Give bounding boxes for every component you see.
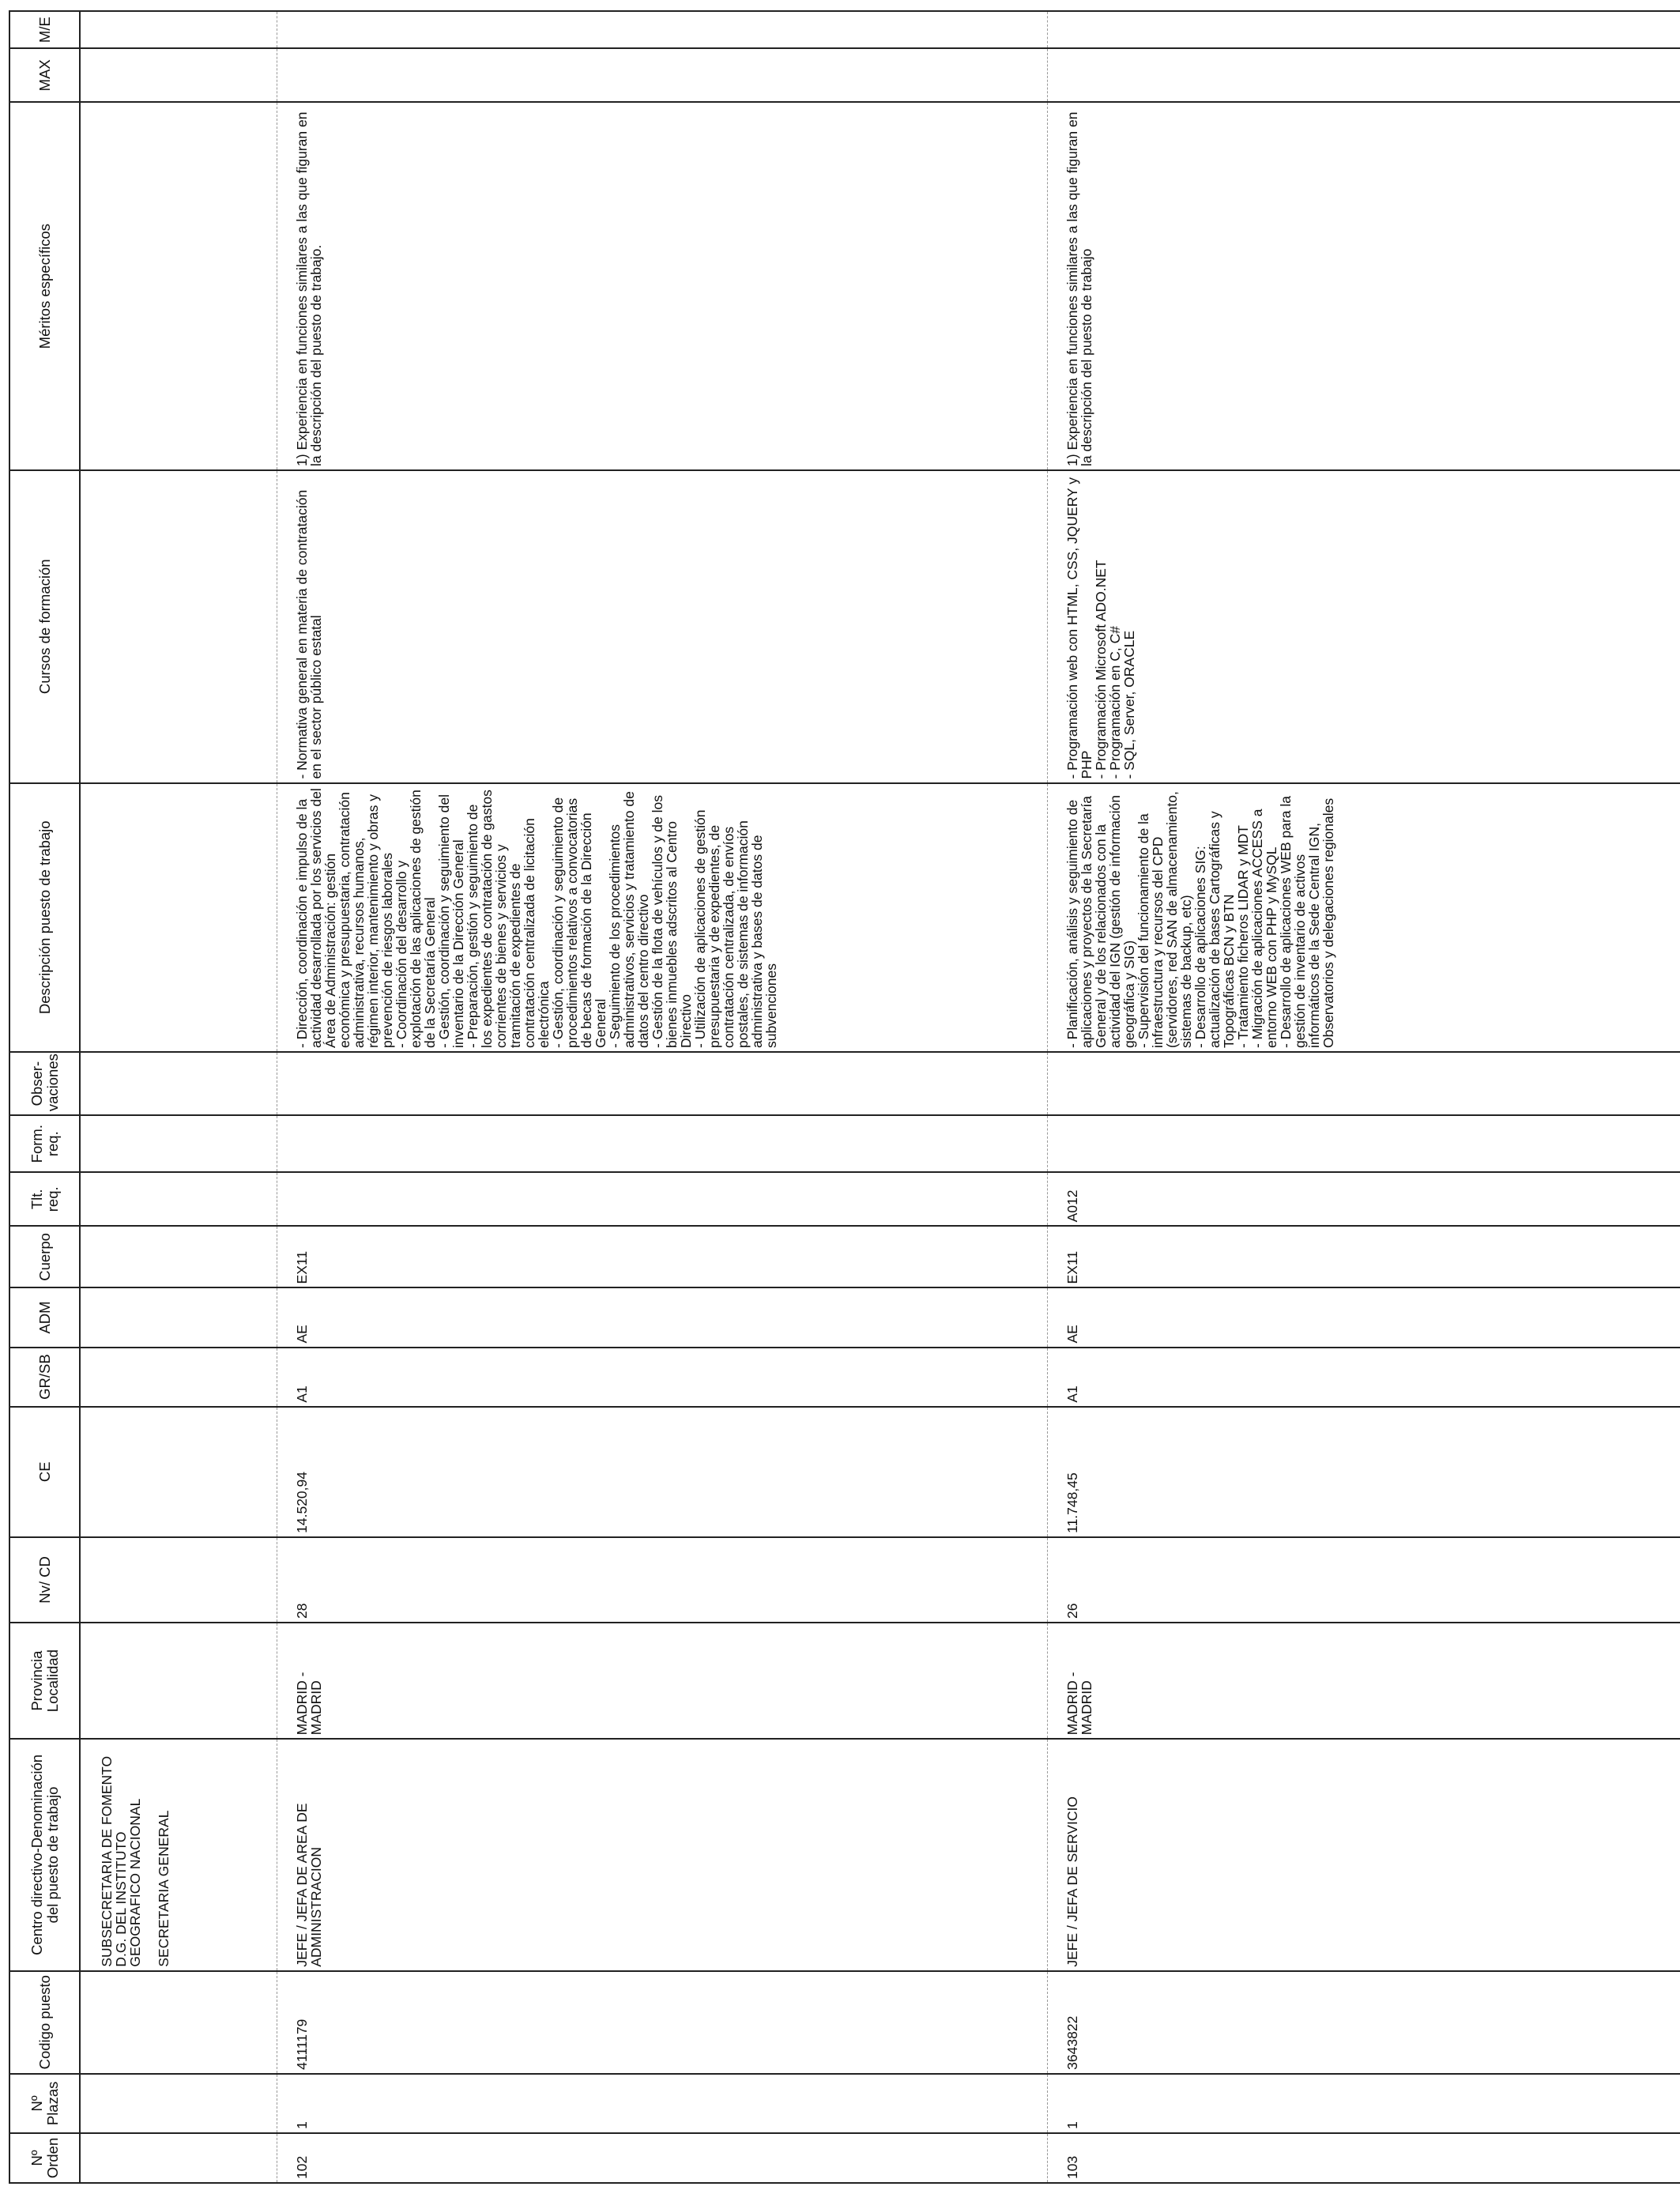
descripcion-cell: - Dirección, coordinación e impulso de la actividad desarrollada por los servicios del Área de Administración: gestión económica y presupuestaria, contratación administrativa, recursos humanos, régimen interior, mantenimiento y obras y prevención de riesgos laborales - Coordinación del desarrollo y explotación de las aplicaciones de gestión de la Secretaría General - Gestión, coordinación y seguimiento del inventario de la Dirección General - Preparación, gestión y seguimiento de los expedientes de contratación de gastos corrientes de bienes y servicios y tramitación de expedientes de contratación centralizada de licitación electrónica - Gestión, coordinación y seguimiento de procedimientos relativos a convocatorias de becas de formación de la Dirección General - Seguimiento de los procedimientos administrativos, servicios y tratamiento de datos del centro directivo - Gestión de la flota de vehículos y de los bienes inmuebles adscritos al Centro Directivo - Utilización de aplicaciones de gestión presupuestaria y de expedientes, de contratación centralizada, de envíos postales, de sistemas de información administrativa y bases de datos de subvenciones: [277, 783, 1048, 1052]
unit-direccion: D.G. DEL INSTITUTO GEOGRAFICO NACIONAL: [113, 1798, 143, 1967]
max-cell: [277, 48, 1048, 102]
cursos-cell: - Programación web con HTML, CSS, JQUERY y PHP - Programación Microsoft ADO.NET - Programación en C, C# - SQL, Server, ORACLE: [1048, 470, 1680, 783]
meritos-cell: 1) Experiencia en funciones similares a las que figuran en la descripción del puesto de trabajo: [1048, 102, 1680, 470]
unit-cell: [80, 1739, 277, 1970]
unit-row: [80, 11, 277, 2183]
header-row: [9, 11, 80, 2183]
unit-secretaria: SECRETARIA GENERAL: [156, 1810, 171, 1967]
header-meritos: Méritos específicos: [9, 102, 80, 470]
header-orden: Nº Orden: [9, 2133, 80, 2183]
max-cell: [1048, 48, 1680, 102]
job-positions-table: [9, 10, 1680, 2184]
header-cuerpo: Cuerpo: [9, 1226, 80, 1287]
header-cursos: Cursos de formación: [9, 470, 80, 783]
nivel-cell: 26: [1048, 1537, 1680, 1623]
orden-cell: 102: [277, 2133, 1048, 2183]
unit-subsecretaria: SUBSECRETARIA DE FOMENTO: [99, 1755, 115, 1967]
header-nivel: Nv/ CD: [9, 1537, 80, 1623]
header-observaciones: Obser-vaciones: [9, 1052, 80, 1115]
ce-cell: 14.520,94: [277, 1407, 1048, 1537]
cuerpo-cell: EX11: [1048, 1226, 1680, 1287]
codigo-cell: 4111179: [277, 1971, 1048, 2074]
plazas-cell: 1: [277, 2074, 1048, 2133]
header-codigo: Codigo puesto: [9, 1971, 80, 2074]
denominacion-cell: JEFE / JEFA DE AREA DE ADMINISTRACION: [277, 1739, 1048, 1970]
header-centro: Centro directivo-Denominación del puesto de trabajo: [9, 1739, 80, 1970]
cuerpo-cell: EX11: [277, 1226, 1048, 1287]
nivel-cell: 28: [277, 1537, 1048, 1623]
header-max: MAX: [9, 48, 80, 102]
titulacion-cell: [277, 1172, 1048, 1226]
orden-cell: 103: [1048, 2133, 1680, 2183]
adm-cell: AE: [277, 1287, 1048, 1347]
header-ce: CE: [9, 1407, 80, 1537]
header-provincia: Provincia Localidad: [9, 1623, 80, 1739]
header-me: M/E: [9, 11, 80, 48]
observaciones-cell: [277, 1052, 1048, 1115]
header-plazas: Nº Plazas: [9, 2074, 80, 2133]
header-formacion: Form. req.: [9, 1115, 80, 1172]
observaciones-cell: [1048, 1052, 1680, 1115]
formacion-cell: [277, 1115, 1048, 1172]
table-row: [277, 11, 1048, 2183]
codigo-cell: 3643822: [1048, 1971, 1680, 2074]
adm-cell: AE: [1048, 1287, 1680, 1347]
header-titulacion: Tlt. req.: [9, 1172, 80, 1226]
grupo-cell: A1: [1048, 1348, 1680, 1407]
header-descripcion: Descripción puesto de trabajo: [9, 783, 80, 1052]
descripcion-cell: - Planificación, análisis y seguimiento de aplicaciones y proyectos de la Secretaría General y de los relacionados con la actividad del IGN (gestión de información geográfica y SIG) - Supervisión del funcionamiento de la infraestructura y recursos del CPD (servidores, red SAN de almacenamiento, sistemas de backup, etc) - Desarrollo de aplicaciones SIG: actualización de bases Cartográficas y Topográficas BCN y BTN - Tratamiento ficheros LIDAR y MDT - Migración de aplicaciones ACCESS a entorno WEB con PHP y MySQL - Desarrollo de aplicaciones WEB para la gestión de inventario de activos informáticos de la Sede Central IGN, Observatorios y delegaciones regionales: [1048, 783, 1680, 1052]
meritos-cell: 1) Experiencia en funciones similares a las que figuran en la descripción del puesto de trabajo.: [277, 102, 1048, 470]
header-grupo: GR/SB: [9, 1348, 80, 1407]
table-row: [1048, 11, 1680, 2183]
cursos-cell: - Normativa general en materia de contratación en el sector público estatal: [277, 470, 1048, 783]
header-adm: ADM: [9, 1287, 80, 1347]
plazas-cell: 1: [1048, 2074, 1680, 2133]
localidad-cell: MADRID - MADRID: [277, 1623, 1048, 1739]
titulacion-cell: A012: [1048, 1172, 1680, 1226]
denominacion-cell: JEFE / JEFA DE SERVICIO: [1048, 1739, 1680, 1970]
localidad-cell: MADRID - MADRID: [1048, 1623, 1680, 1739]
ce-cell: 11.748,45: [1048, 1407, 1680, 1537]
me-cell: [1048, 11, 1680, 48]
me-cell: [277, 11, 1048, 48]
grupo-cell: A1: [277, 1348, 1048, 1407]
formacion-cell: [1048, 1115, 1680, 1172]
